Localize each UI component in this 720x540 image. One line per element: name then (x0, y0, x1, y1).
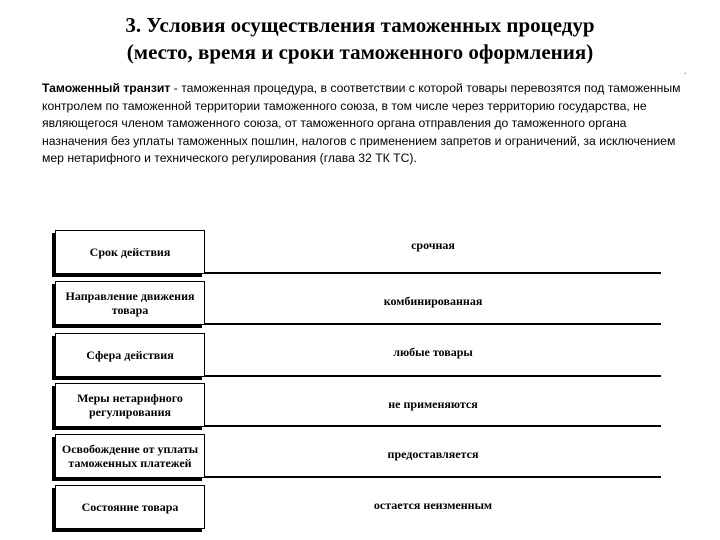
row-value: любые товары (393, 345, 473, 359)
row-value: остается неизменным (373, 498, 493, 512)
row-value: комбинированная (383, 294, 483, 308)
definition-term: Таможенный транзит (42, 81, 171, 95)
row-value: предоставляется (387, 447, 479, 461)
row-divider (205, 476, 661, 478)
row-label: Состояние товара (55, 485, 205, 529)
corner-mark: . (684, 66, 687, 77)
title-line-2: (место, время и сроки таможенного оформления) (126, 40, 594, 64)
row-divider (205, 272, 661, 274)
row-label: Сфера действия (55, 333, 205, 377)
table-row (55, 230, 661, 274)
row-value: срочная (411, 238, 455, 252)
row-divider (205, 425, 661, 427)
row-label: Направление движения товара (55, 281, 205, 325)
table-row (55, 333, 661, 377)
title-line-1: 3. Условия осуществления таможенных процедур (125, 13, 595, 37)
table-row (55, 485, 661, 529)
page-title (0, 12, 720, 66)
row-label: Освобождение от уплаты таможенных платежей (55, 434, 205, 478)
row-label: Срок действия (55, 230, 205, 274)
row-divider (205, 375, 661, 377)
definition-paragraph (42, 80, 682, 168)
table-row (55, 281, 661, 325)
table-row (55, 383, 661, 427)
row-value: не применяются (388, 397, 478, 411)
definition-text: - таможенная процедура, в соответствии с которой товары перевозятся под таможенным контролем по таможенной территории таможенного союза, в том числе через территорию государства, не являющегося членом таможенного союза, от таможенного органа отправления до таможенного органа назначения без уплаты таможенных пошлин, налогов с применением запретов и ограничений, за исключением мер нетарифного и технического регулирования (глава 32 ТК ТС). (42, 81, 681, 166)
table-row (55, 434, 661, 478)
row-label: Меры нетарифного регулирования (55, 383, 205, 427)
row-divider (205, 323, 661, 325)
